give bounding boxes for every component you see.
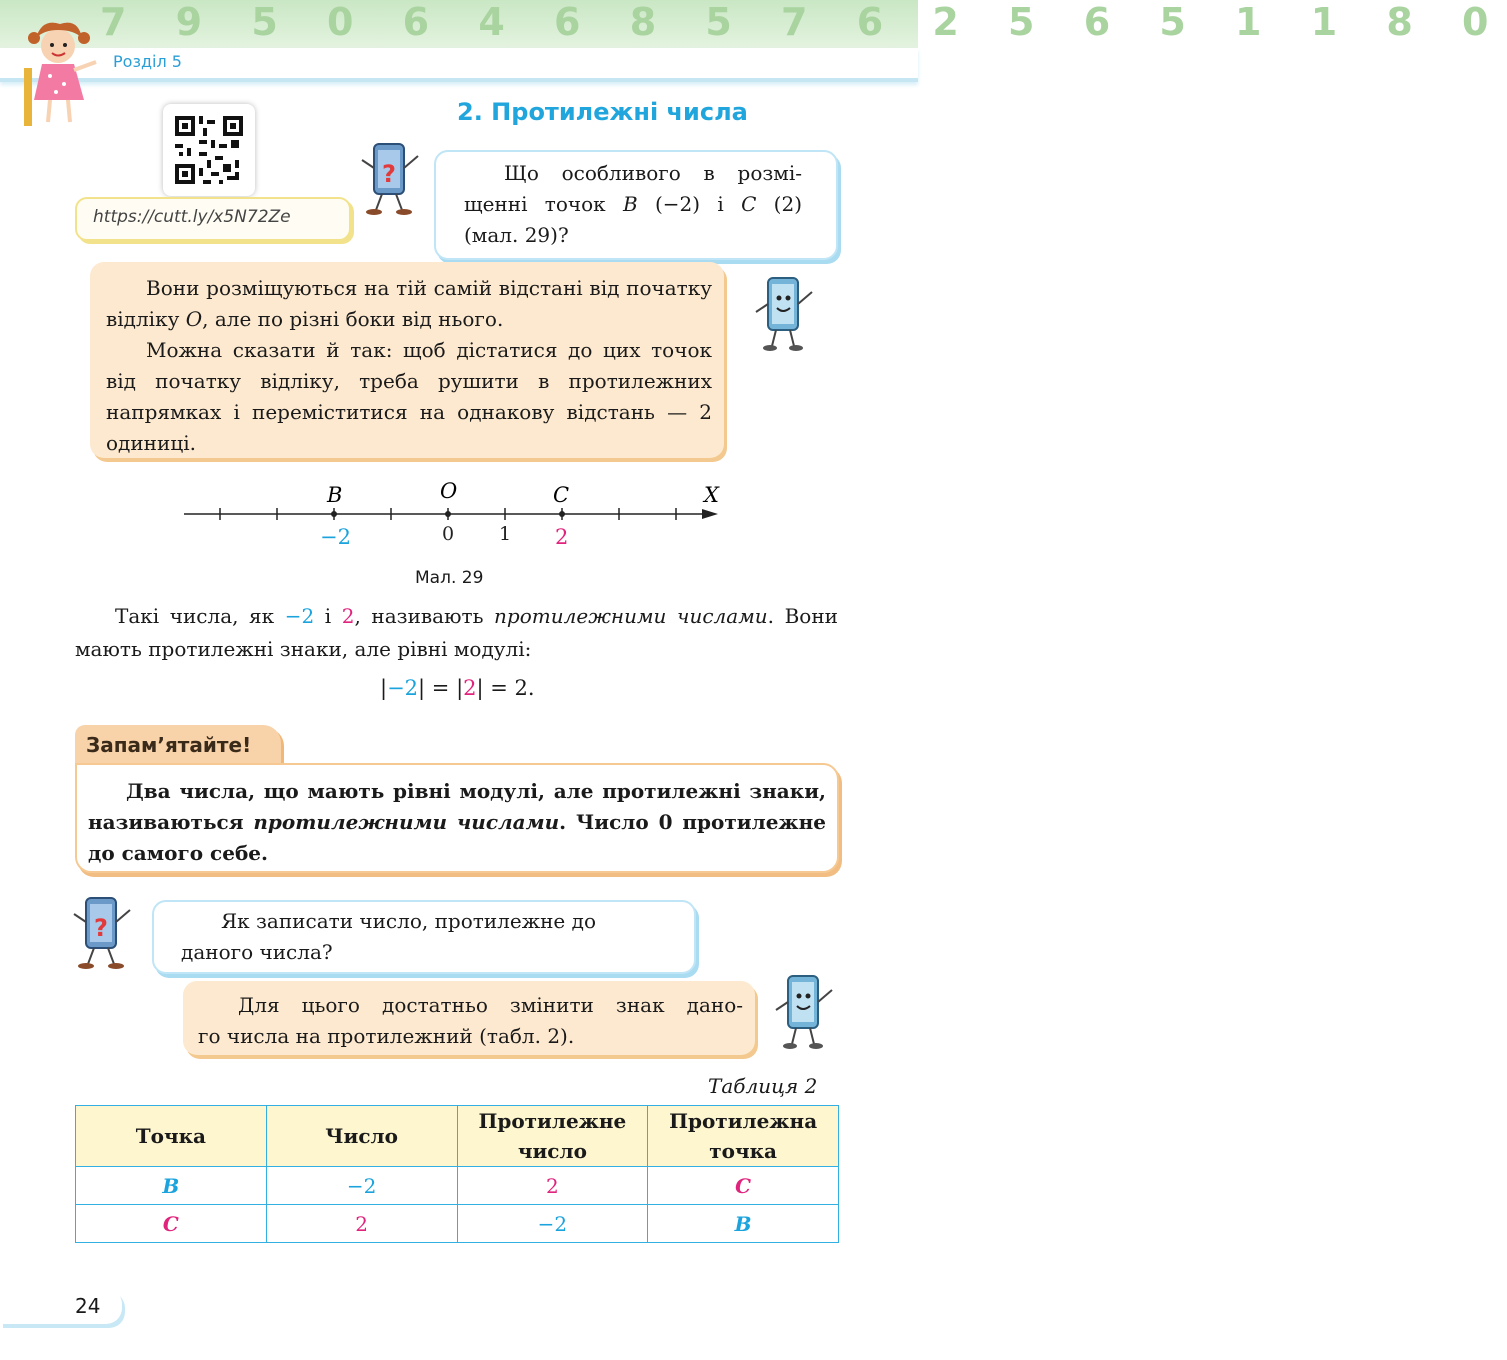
point-c-dot [559,511,565,517]
question-1-text [464,158,802,251]
point-c-label: C [741,192,757,216]
rule-term: протилежними числами [253,810,560,834]
url-link[interactable]: https://cutt.ly/x5N72Ze [93,207,291,227]
a1-text: , але по різні боки від нього. [202,307,504,331]
table-cell: −2 [457,1205,648,1243]
formula-result: = 2. [483,676,535,700]
axis-arrow-icon [702,509,718,519]
svg-text:?: ? [382,160,396,188]
def-text: Такі числа, як [115,604,285,628]
nl-value-0: 0 [442,523,455,545]
nl-letter-b: B [327,483,343,507]
question-1-line-1: Що особливого в розмі- [504,161,802,185]
table-header-cell: Число [266,1106,457,1167]
table-cell: 2 [457,1167,648,1205]
table-header-cell: Протилежне число [457,1106,648,1167]
q1-text: (−2) і [637,192,742,216]
point-o-dot [445,511,451,517]
answer-1-text [106,273,712,459]
def-text: і [314,604,342,628]
def-term: протилежними числами [494,604,768,628]
answer-2-line-2: го числа на протилежний (табл. 2). [198,1024,575,1048]
table-cell: −2 [266,1167,457,1205]
page-title: 2. Протилежні числа [457,98,748,126]
qr-code-icon [163,104,255,196]
table-header-cell: Протилежна точка [648,1106,839,1167]
nl-value-2: 2 [555,525,569,549]
section-label: Розділ 5 [113,52,182,71]
a1-text: Вони розміщуються на тій самій відстані від початку відліку [106,276,712,331]
formula-eq: = [425,676,457,700]
origin-label: O [185,307,203,331]
formula-neg-two: −2 [387,676,419,700]
answer-1-paragraph-2: Можна сказати й так: щоб дістатися до цих точок від початку відліку, треба рушити в протилежних напрямках і переміститися на однакову відстань — 2 одиниці. [106,338,712,455]
question-2-line-2: даного числа? [181,940,333,964]
point-b-label: B [622,192,638,216]
page-number-tab [0,1288,122,1324]
table-row [76,1167,839,1205]
def-two: 2 [341,604,355,628]
nl-axis-label: X [704,483,719,507]
opposite-numbers-table [75,1105,839,1243]
nl-letter-c: C [553,483,570,507]
q1-text: щенні точок [464,192,623,216]
table-cell: C [648,1167,839,1205]
modulus-formula: |−2| = |2| = 2. [380,676,535,700]
def-text: . Вони мають протилежні знаки, але рівні модулі: [75,604,838,661]
phone-question-mascot-icon [360,138,430,218]
rule-text: Два числа, що мають рівні модулі, але протилежні знаки, називаються [88,779,826,834]
nl-letter-o: O [440,479,458,503]
remember-tab-label: Запам’ятайте! [86,733,252,757]
svg-text:?: ? [94,914,108,942]
table-cell: B [648,1205,839,1243]
answer-2-line-1: Для цього достатньо змінити знак дано- [238,993,743,1017]
phone-question-mascot-icon [72,892,142,972]
question-2-line-1: Як записати число, протилежне до [221,909,596,933]
page-number: 24 [75,1294,101,1318]
formula-two: 2 [463,676,477,700]
question-1-line-2 [464,189,802,220]
nl-value-neg2: −2 [320,525,351,549]
question-2-text [181,906,596,968]
table-cell: C [76,1205,267,1243]
figure-caption: Мал. 29 [415,568,484,588]
answer-2-text [198,990,743,1052]
table-cell: 2 [266,1205,457,1243]
table-caption: Таблиця 2 [708,1074,818,1098]
table-row [76,1205,839,1243]
def-neg-two: −2 [284,604,315,628]
point-b-dot [331,511,337,517]
girl-mascot-icon [12,18,107,128]
q1-text: (2) [756,192,803,216]
nl-value-1: 1 [499,523,512,545]
table-cell: B [76,1167,267,1205]
rule-text: . Число 0 протилежне до самого себе. [88,810,826,865]
question-1-line-3: (мал. 29)? [464,223,569,247]
answer-1-paragraph-1 [106,273,712,335]
phone-answer-mascot-icon [772,970,842,1052]
remember-text [88,776,826,869]
phone-answer-mascot-icon [752,272,822,354]
table-header-cell: Точка [76,1106,267,1167]
header-decor-digits: 7 9 5 0 6 4 6 8 5 7 6 2 5 6 5 1 1 8 0 [100,0,1507,44]
def-text: , називають [354,604,495,628]
qr-code-card[interactable] [163,104,255,196]
table-header-row [76,1106,839,1167]
definition-paragraph [75,600,838,666]
number-line [180,478,730,558]
